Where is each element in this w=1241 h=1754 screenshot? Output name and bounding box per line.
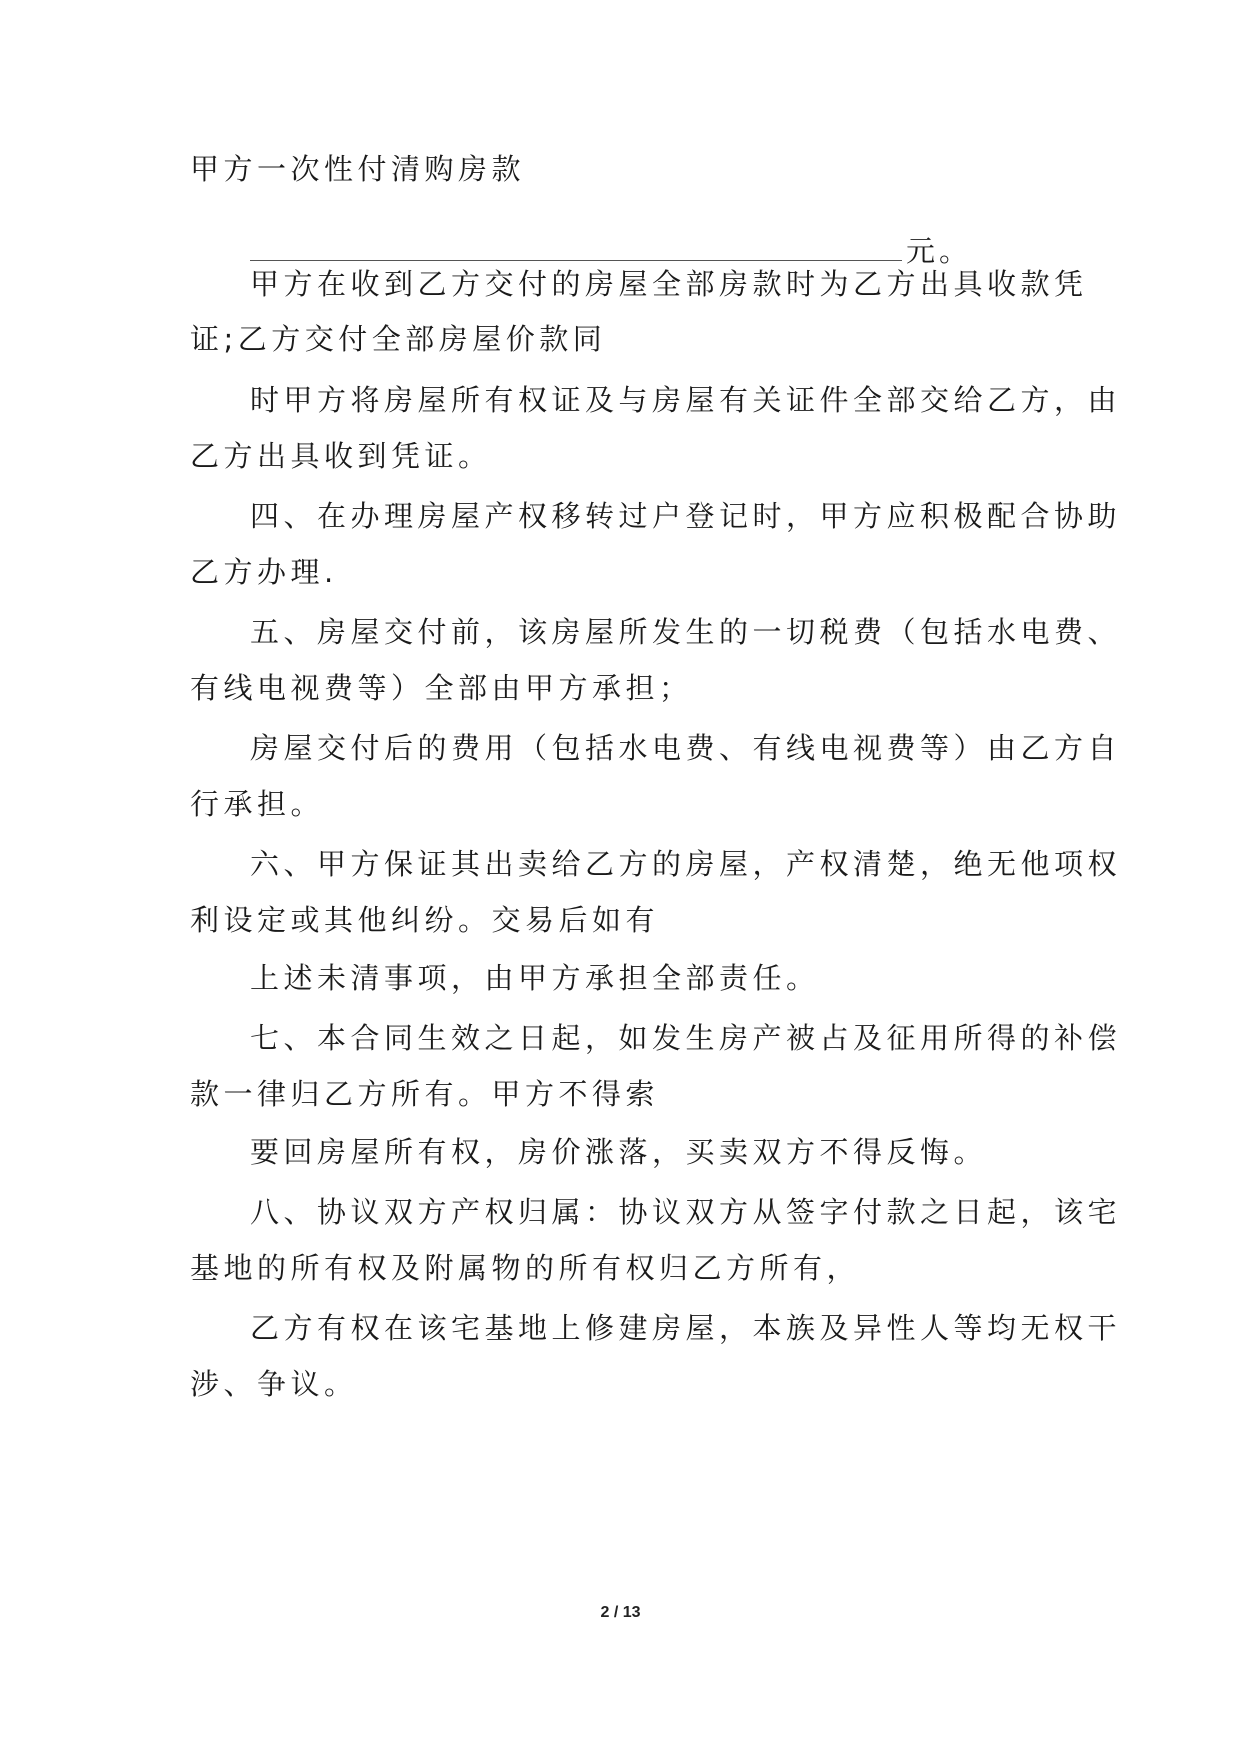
- paragraph-line: 时甲方将房屋所有权证及与房屋有关证件全部交给乙方，由: [250, 383, 1122, 417]
- paragraph-line: 七、本合同生效之日起，如发生房产被占及征用所得的补偿: [250, 1021, 1122, 1055]
- paragraph-line: 六、甲方保证其出卖给乙方的房屋，产权清楚，绝无他项权: [250, 847, 1122, 881]
- amount-unit-text: 元。: [906, 234, 973, 268]
- paragraph-line: 行承担。: [190, 787, 325, 821]
- paragraph-line: 要回房屋所有权，房价涨落，买卖双方不得反悔。: [250, 1135, 988, 1169]
- page-number: 2 / 13: [600, 1604, 641, 1621]
- paragraph-line: 八、协议双方产权归属：协议双方从签字付款之日起，该宅: [250, 1195, 1122, 1229]
- paragraph-line: 上述未清事项，由甲方承担全部责任。: [250, 961, 820, 995]
- paragraph-line: 四、在办理房屋产权移转过户登记时，甲方应积极配合协助: [250, 499, 1122, 533]
- paragraph-line: 涉、争议。: [190, 1367, 358, 1401]
- paragraph-line: 乙方办理.: [190, 555, 338, 589]
- paragraph-line: 款一律归乙方所有。甲方不得索: [190, 1077, 660, 1111]
- fill-in-blank: [250, 234, 902, 261]
- paragraph-line: 乙方出具收到凭证。: [190, 439, 492, 473]
- paragraph-line: 甲方在收到乙方交付的房屋全部房款时为乙方出具收款凭: [250, 267, 1088, 301]
- paragraph-line: 利设定或其他纠纷。交易后如有: [190, 903, 660, 937]
- paragraph-line: 房屋交付后的费用（包括水电费、有线电视费等）由乙方自: [250, 731, 1122, 765]
- paragraph-line: 证;乙方交付全部房屋价款同: [190, 322, 607, 356]
- paragraph-line: 基地的所有权及附属物的所有权归乙方所有，: [190, 1251, 861, 1285]
- paragraph-line: 乙方有权在该宅基地上修建房屋，本族及异性人等均无权干: [250, 1311, 1122, 1345]
- paragraph-line: 有线电视费等）全部由甲方承担；: [190, 671, 693, 705]
- paragraph-line: 甲方一次性付清购房款: [190, 152, 526, 186]
- paragraph-line: 五、房屋交付前，该房屋所发生的一切税费（包括水电费、: [250, 615, 1122, 649]
